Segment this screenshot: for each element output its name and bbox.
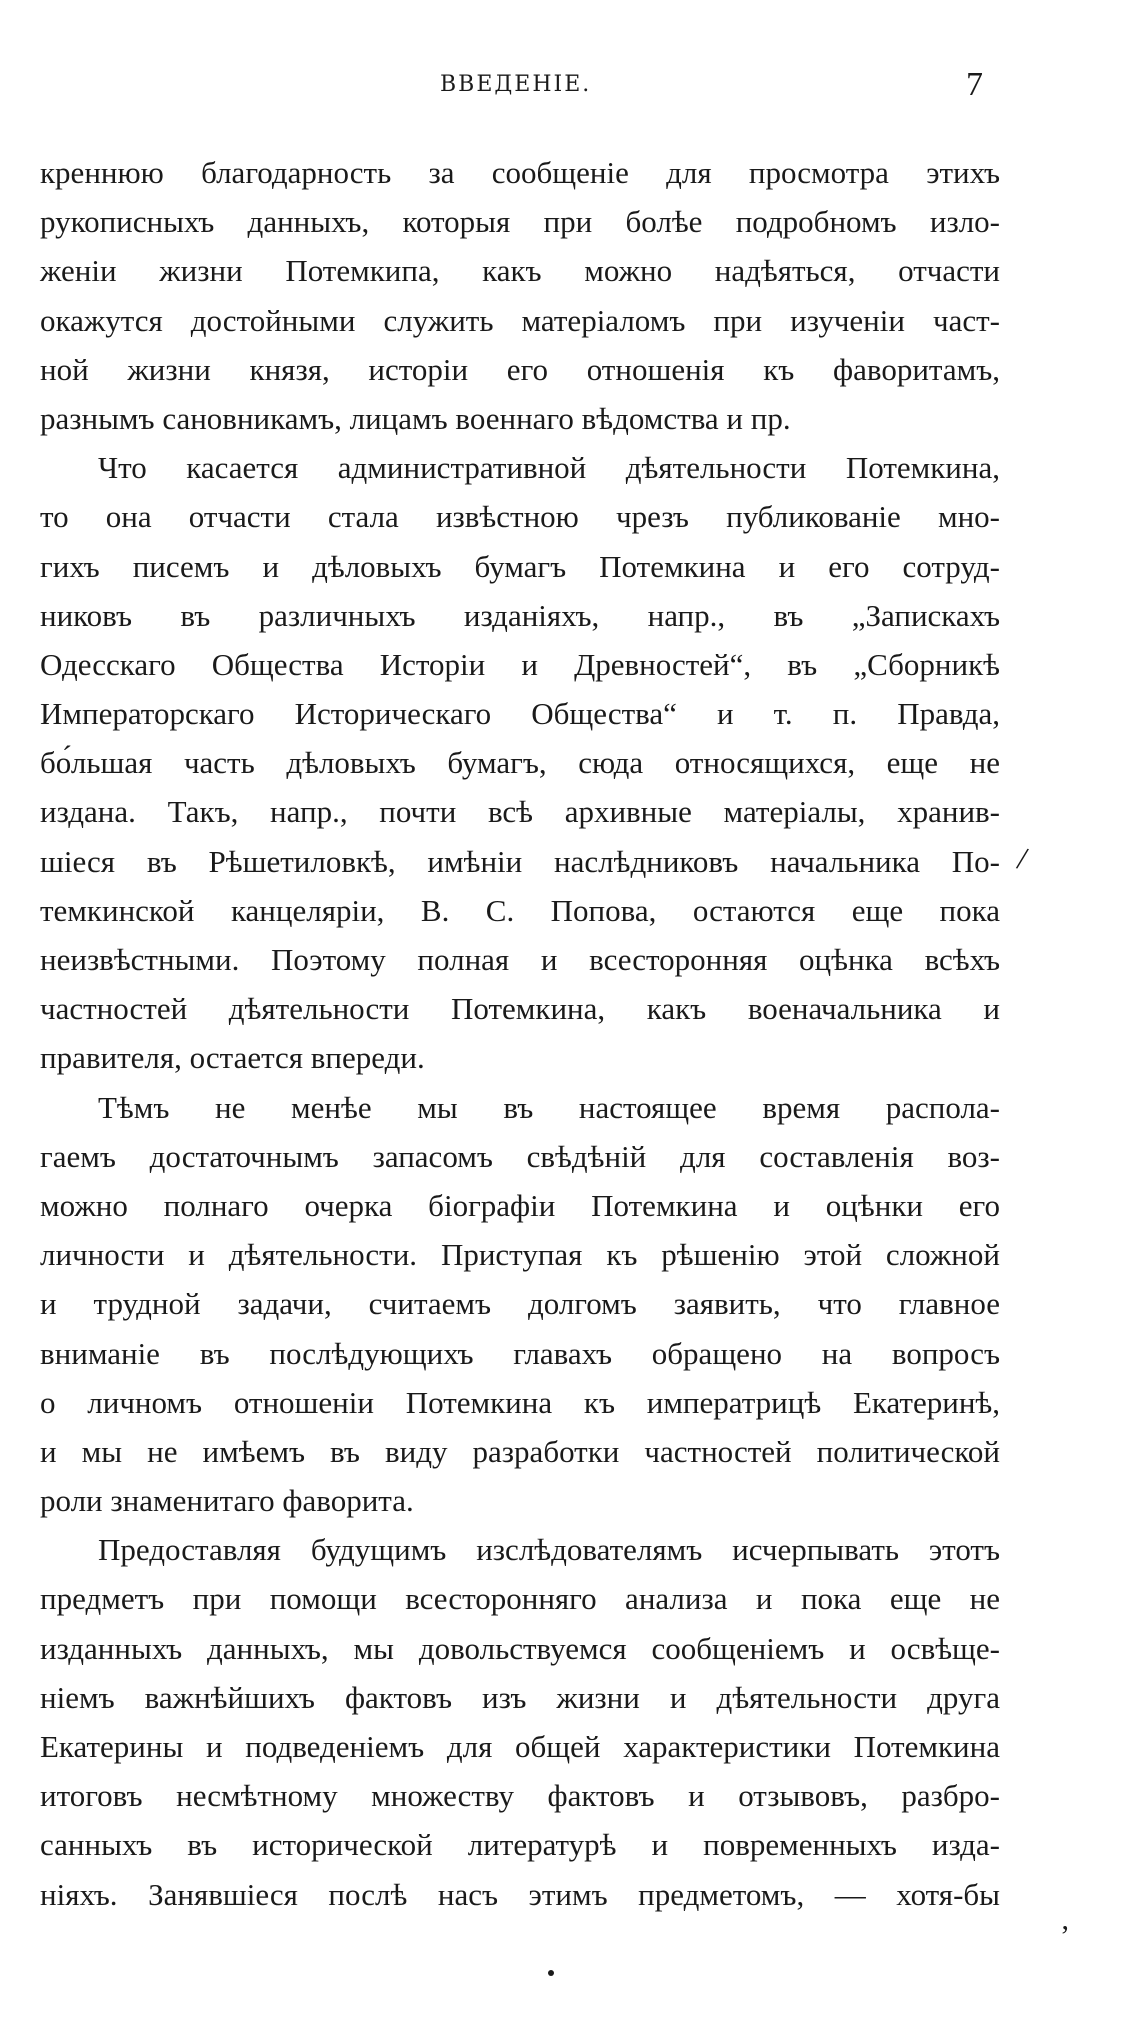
text-line: Одесскаго Общества Исторіи и Древностей“, въ „Сборникѣ — [40, 646, 1000, 682]
text-line: то она отчасти стала извѣстною чрезъ публикованіе мно- — [40, 499, 1000, 535]
text-line: и мы не имѣемъ въ виду разработки частностей политической — [40, 1433, 1000, 1469]
text-line: правителя, остается впереди. — [40, 1040, 425, 1076]
text-line: никовъ въ различныхъ изданіяхъ, напр., въ „Запискахъ — [40, 597, 1000, 633]
text-line: гихъ писемъ и дѣловыхъ бумагъ Потемкина и его сотруд- — [40, 548, 1000, 584]
text-line: неизвѣстными. Поэтому полная и всесторонняя оцѣнка всѣхъ — [40, 942, 1000, 977]
text-line: личности и дѣятельности. Приступая къ рѣшенію этой сложной — [40, 1237, 1000, 1273]
text-line: роли знаменитаго фаворита. — [40, 1483, 414, 1519]
text-line: шіеся въ Рѣшетиловкѣ, имѣніи наслѣдниковъ начальника По- — [40, 843, 1000, 879]
text-line: окажутся достойными служить матеріаломъ при изученіи част- — [40, 302, 1000, 338]
text-line: вниманіе въ послѣдующихъ главахъ обращено на вопросъ — [40, 1335, 1000, 1371]
text-line: частностей дѣятельности Потемкина, какъ военачальника и — [40, 991, 1000, 1027]
paragraph-1 — [40, 148, 1000, 443]
text-line: предметъ при помощи всесторонняго анализа и пока еще не — [40, 1581, 1000, 1617]
bottom-dot-mark — [548, 1970, 554, 1976]
corner-pencil-mark: ʼ — [1060, 1920, 1070, 1953]
text-line: Тѣмъ не менѣе мы въ настоящее время распола- — [98, 1089, 1000, 1125]
text-line: женіи жизни Потемкипа, какъ можно надѣяться, отчасти — [40, 253, 1000, 289]
text-line: Что касается административной дѣятельности Потемкина, — [98, 450, 1000, 486]
text-line: разнымъ сановникамъ, лицамъ военнаго вѣдомства и пр. — [40, 400, 791, 436]
text-line: издана. Такъ, напр., почти всѣ архивные матеріалы, хранив- — [40, 794, 1000, 830]
text-line: Императорскаго Историческаго Общества“ и т. п. Правда, — [40, 696, 1000, 732]
body-text — [40, 148, 1000, 1919]
text-line: санныхъ въ исторической литературѣ и повременныхъ изда- — [40, 1827, 1000, 1863]
text-line: бо́льшая часть дѣловыхъ бумагъ, сюда относящихся, еще не — [40, 745, 1000, 781]
text-line: и трудной задачи, считаемъ долгомъ заявить, что главное — [40, 1286, 1000, 1322]
text-line: изданныхъ данныхъ, мы довольствуемся сообщеніемъ и освѣще- — [40, 1630, 1000, 1666]
page-number: 7 — [966, 66, 983, 103]
paragraph-2 — [40, 443, 1000, 1082]
paragraph-3 — [40, 1083, 1000, 1526]
text-line: ной жизни князя, исторіи его отношенія къ фаворитамъ, — [40, 351, 1000, 387]
text-line: ніемъ важнѣйшихъ фактовъ изъ жизни и дѣятельности друга — [40, 1679, 1000, 1715]
text-line: темкинской канцеляріи, В. С. Попова, остаются еще пока — [40, 892, 1000, 928]
text-line: рукописныхъ данныхъ, которыя при болѣе подробномъ изло- — [40, 204, 1000, 240]
text-line: можно полнаго очерка біографіи Потемкина и оцѣнки его — [40, 1187, 1000, 1223]
paragraph-4 — [40, 1525, 1000, 1919]
text-line: Предоставляя будущимъ изслѣдователямъ исчерпывать этотъ — [98, 1532, 1000, 1568]
text-line: креннюю благодарность за сообщеніе для просмотра этихъ — [40, 155, 1000, 190]
running-head-title: ВВЕДЕНІЕ. — [440, 72, 592, 97]
text-line: о личномъ отношеніи Потемкина къ императрицѣ Екатеринѣ, — [40, 1384, 1000, 1420]
margin-pencil-mark: / — [1014, 839, 1031, 877]
text-line: ніяхъ. Занявшіеся послѣ насъ этимъ предметомъ, — хотя-бы — [40, 1876, 1000, 1912]
text-line: итоговъ несмѣтному множеству фактовъ и отзывовъ, разбро- — [40, 1778, 1000, 1814]
text-line: Екатерины и подведеніемъ для общей характеристики Потемкина — [40, 1729, 1000, 1764]
text-line: гаемъ достаточнымъ запасомъ свѣдѣній для составленія воз- — [40, 1138, 1000, 1174]
